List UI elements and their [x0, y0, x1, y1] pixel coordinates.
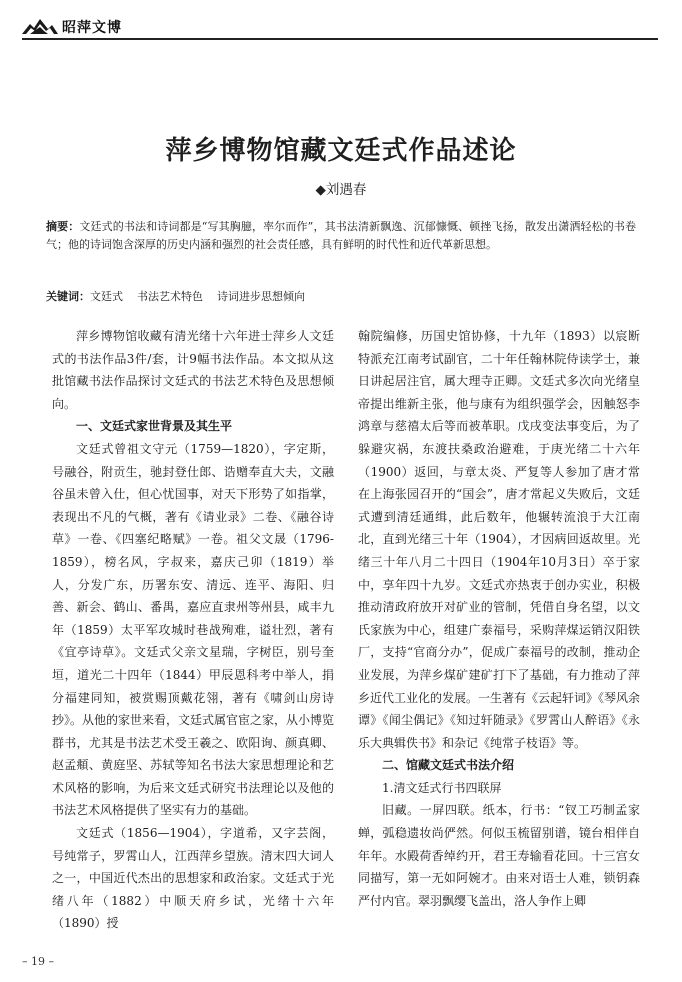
keyword-item: 书法艺术特色: [137, 290, 203, 303]
abstract-label: 摘要：: [46, 220, 80, 233]
abstract-text: 文廷式的书法和诗词都是“写其胸臆，率尔而作”，其书法清新飘逸、沉郁慷慨、顿挫飞扬，散发出潇洒轻松的书卷气；他的诗词饱含深厚的历史内涵和强烈的社会责任感，具有鲜明的时代性和近代革新思想。: [46, 220, 637, 251]
body-paragraph: 文廷式（1856—1904），字道希，又字芸阁，号纯常子，罗霄山人，江西萍乡望族。清末四大词人之一，中国近代杰出的思想家和政治家。文廷式于光绪八年（1882）中顺天府乡试，光绪十六年（1890）授: [52, 826, 334, 931]
subsection-heading: 1.清文廷式行书四联屏: [382, 780, 502, 795]
right-column: [358, 325, 640, 912]
left-column: [52, 325, 334, 935]
intro-paragraph: 萍乡博物馆收藏有清光绪十六年进士萍乡人文廷式的书法作品3件/套，计9幅书法作品。本文拟从这批馆藏书法作品探讨文廷式的书法艺术特色及思想倾向。: [52, 329, 334, 411]
abstract: [46, 218, 636, 254]
body-paragraph: 旧藏。一屏四联。纸本，行书：“钗工巧制孟家蝉，弧稳遗妆尚俨然。何似玉梳留别谱，镜台相伴自年年。水殿荷香绰约开，君王寿输看花回。十三宫女同描写，第一无如阿婉才。由来对语士人难，锁钥森严付内官。翠羽飘缨飞盖出，洛人争作上卿: [358, 803, 640, 908]
page-header: [22, 16, 658, 40]
keyword-item: 诗词进步思想倾向: [217, 290, 305, 303]
article-author: ◆刘遇春: [315, 182, 367, 198]
section-heading-2: 二、馆藏文廷式书法介绍: [382, 758, 515, 773]
journal-brand: 昭萍文博: [62, 20, 122, 36]
keywords: [46, 288, 636, 304]
page-number: – 19 –: [22, 955, 54, 968]
keyword-item: 文廷式: [90, 290, 123, 303]
header-divider: [22, 38, 658, 40]
mountain-logo-icon: [22, 16, 58, 36]
body-paragraph: 文廷式曾祖文守元（1759—1820），字定斯，号融谷，附贡生，驰封登仕郎、诰赠奉直大夫，文融谷虽未曾入仕，但心忧国事，对天下形势了如指掌，表现出不凡的气概，著有《请业录》二卷、《融谷诗草》一卷、《四塞纪略赋》一卷。祖父文晟（1796-1859），榜名风，字叔来，嘉庆己卯（1819）举人，分发广东，历署东安、清远、连平、海阳、归善、新会、鹤山、番禺，嘉应直隶州等州县，咸丰九年（1859）太平军攻城时巷战殉难，谥壮烈，著有《宜亭诗草》。文廷式父亲文星瑞，字树臣，别号奎垣，道光二十四年（1844）甲辰恩科考中举人，捐分福建同知，被赏赐顶戴花翎，著有《啸剑山房诗抄》。从他的家世来看，文廷式属官宦之家，从小博览群书，尤其是书法艺术受王羲之、欧阳询、颜真卿、赵孟頫、黄庭坚、苏轼等知名书法大家思想理论和艺术风格的影响，为后来文廷式研究书法理论以及他的书法艺术风格提供了坚实有力的基础。: [52, 441, 335, 818]
section-heading-1: 一、文廷式家世背景及其生平: [76, 419, 233, 434]
keywords-label: 关键词：: [46, 290, 90, 303]
article-title: 萍乡博物馆藏文廷式作品述论: [165, 136, 517, 166]
body-paragraph: 翰院编修，历国史馆协修，十九年（1893）以宸断特派充江南考试副官，二十年任翰林院侍读学士，兼日讲起居注官，属大理寺正卿。文廷式多次向光绪皇帝提出维新主张，他与康有为组织强学会，因触怒李鸿章与慈禧太后等而被革职。戊戌变法事变后，为了躲避灾祸，东渡扶桑政治避难，于庚光绪二十六年（1900）返回，与章太炎、严复等人参加了唐才常在上海张园召开的“国会”，唐才常起义失败后，文廷式遭到清廷通缉，此后数年，他辗转流浪于大江南北，直到光绪三十年（1904），才因病回返故里。光绪三十年八月二十四日（1904年10月3日）卒于家中，享年四十九岁。文廷式亦热衷于创办实业，积极推动清政府放开对矿业的管制，凭借自身名望，以文氏家族为中心，组建广泰福号，采购萍煤运销汉阳铁厂，支持“官商分办”，促成广泰福号的改制，推动企业发展，为萍乡煤矿建矿打下了基础，有力推动了萍乡近代工业化的发展。一生著有《云起轩词》《琴风余谭》《闻尘偶记》《知过轩随录》《罗霄山人醉语》《永乐大典辑佚书》和杂记《纯常子枝语》等。: [358, 329, 641, 750]
